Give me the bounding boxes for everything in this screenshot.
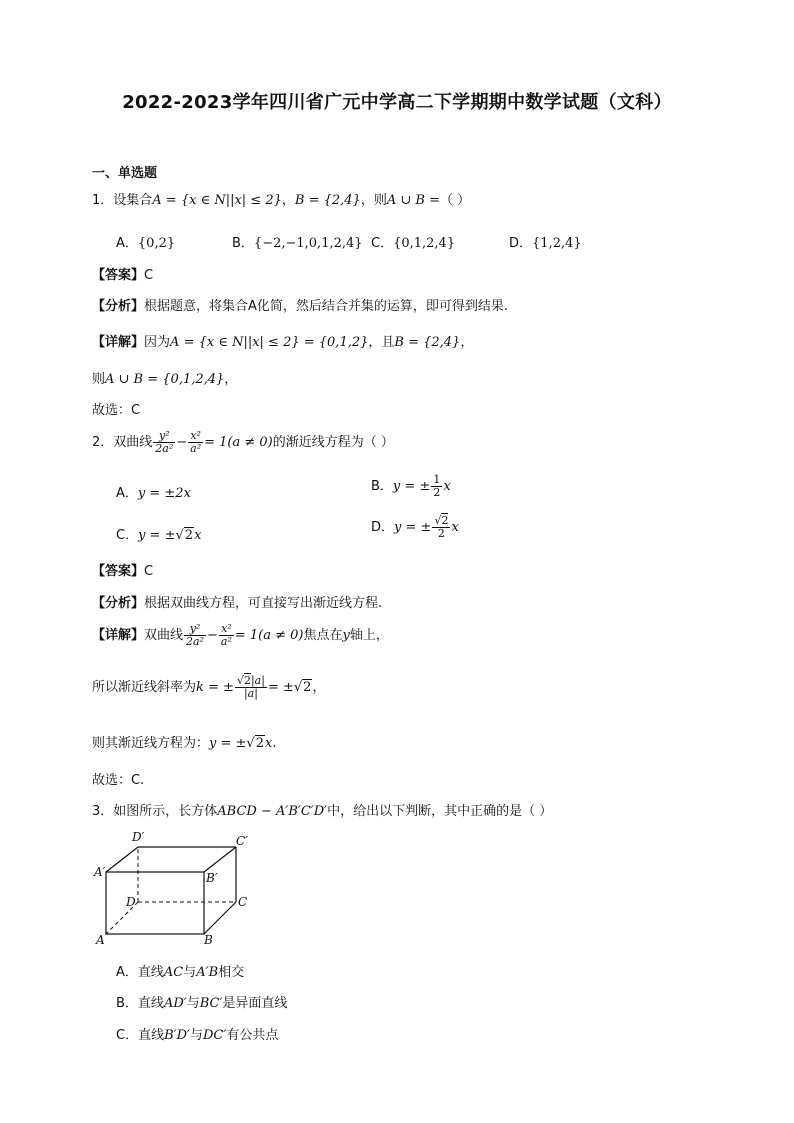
q3-stem: 3．如图所示，长方体ABCD − A′B′C′D′中，给出以下判断，其中正确的是（ ） xyxy=(92,804,553,819)
q1-answer: 【答案】C xyxy=(92,268,154,283)
q1-stem-prefix: 1．设集合 xyxy=(92,193,153,208)
section-heading: 一、单选题 xyxy=(92,166,158,181)
q1-choose: 故选：C xyxy=(92,403,141,418)
q1-option-d: D．{1,2,4} xyxy=(509,236,582,251)
edge-A1D1 xyxy=(106,847,138,872)
q2-stem: 2．双曲线 $\frac{\text{y²}}{\text{2a²}}$ − $\frac{\text{x²}}{\text{a²}}$ = 1(a ≠ 0)的渐近线方程为（ ） xyxy=(92,429,394,455)
q2-option-a: A．y = ±2x xyxy=(116,486,191,501)
q1-paren: （ ） xyxy=(439,193,471,208)
q1-option-c: C．{0,1,2,4} xyxy=(371,236,456,251)
q1-option-a: A．{0,2} xyxy=(116,236,176,251)
q3-option-c: C．直线B′D′与DC′有公共点 xyxy=(116,1028,279,1043)
edge-B1C1 xyxy=(204,847,236,872)
q3-option-a: A．直线AC与A′B相交 xyxy=(116,965,245,980)
label-D1: D′ xyxy=(132,830,145,844)
q2-answer: 【答案】C xyxy=(92,564,154,579)
q1-ask: A ∪ B = xyxy=(386,193,440,208)
page-title: 2022-2023学年四川省广元中学高二下学期期中数学试题（文科） xyxy=(122,92,672,113)
label-D: D xyxy=(126,895,136,909)
q1-set-b: B = {2,4} xyxy=(294,193,361,208)
q2-analysis: 【分析】根据双曲线方程，可直接写出渐近线方程. xyxy=(92,596,383,611)
q1-stem-mid: ，则 xyxy=(360,193,387,208)
edge-BC xyxy=(204,902,236,934)
q1-result: 则A ∪ B = {0,1,2,4}， xyxy=(92,372,238,387)
front-face xyxy=(106,872,204,934)
cuboid-figure xyxy=(92,828,262,950)
q1-set-a: A = {x ∈ N||x| ≤ 2} xyxy=(152,193,282,208)
label-B1: B′ xyxy=(206,871,218,885)
label-C1: C′ xyxy=(236,834,248,848)
q1-analysis: 【分析】根据题意，将集合A化简，然后结合并集的运算，即可得到结果. xyxy=(92,299,509,314)
label-B: B xyxy=(204,933,213,947)
q1-stem xyxy=(92,192,470,210)
q1-detail: 【详解】因为A = {x ∈ N||x| ≤ 2} = {0,1,2}，且B = {2,4}， xyxy=(92,335,474,350)
q3-option-b: B．直线AD′与BC′是异面直线 xyxy=(116,996,288,1011)
q1-option-b: B．{−2,−1,0,1,2,4} xyxy=(232,236,363,251)
q2-option-b: B．y = ± $\frac{1}{2}$ x xyxy=(371,473,451,499)
label-A: A xyxy=(96,933,105,947)
q2-slope: 所以渐近线斜率为k = ± $\frac{√2|a|}{|a|}$ = ±√2， xyxy=(92,674,326,700)
q2-frac-2: $\frac{\text{x²}}{\text{a²}}$ xyxy=(190,429,202,455)
label-A1: A′ xyxy=(94,865,106,879)
q1-sep: ， xyxy=(281,193,295,208)
q2-choose: 故选：C. xyxy=(92,773,145,788)
q2-option-d: D．y = ± $\frac{√2}{2}$ x xyxy=(371,514,459,540)
q2-frac-1: $\frac{\text{y²}}{\text{2a²}}$ xyxy=(155,429,174,455)
q2-option-c: C．y = ±√2x xyxy=(116,528,202,543)
q2-equation: 则其渐近线方程为：y = ±√2x. xyxy=(92,736,277,751)
label-C: C xyxy=(238,895,248,909)
q2-detail: 【详解】双曲线 $\frac{\text{y²}}{\text{2a²}}$ − $\frac{\text{x²}}{\text{a²}}$ = 1(a ≠ 0)焦点在y轴上， xyxy=(92,622,389,648)
